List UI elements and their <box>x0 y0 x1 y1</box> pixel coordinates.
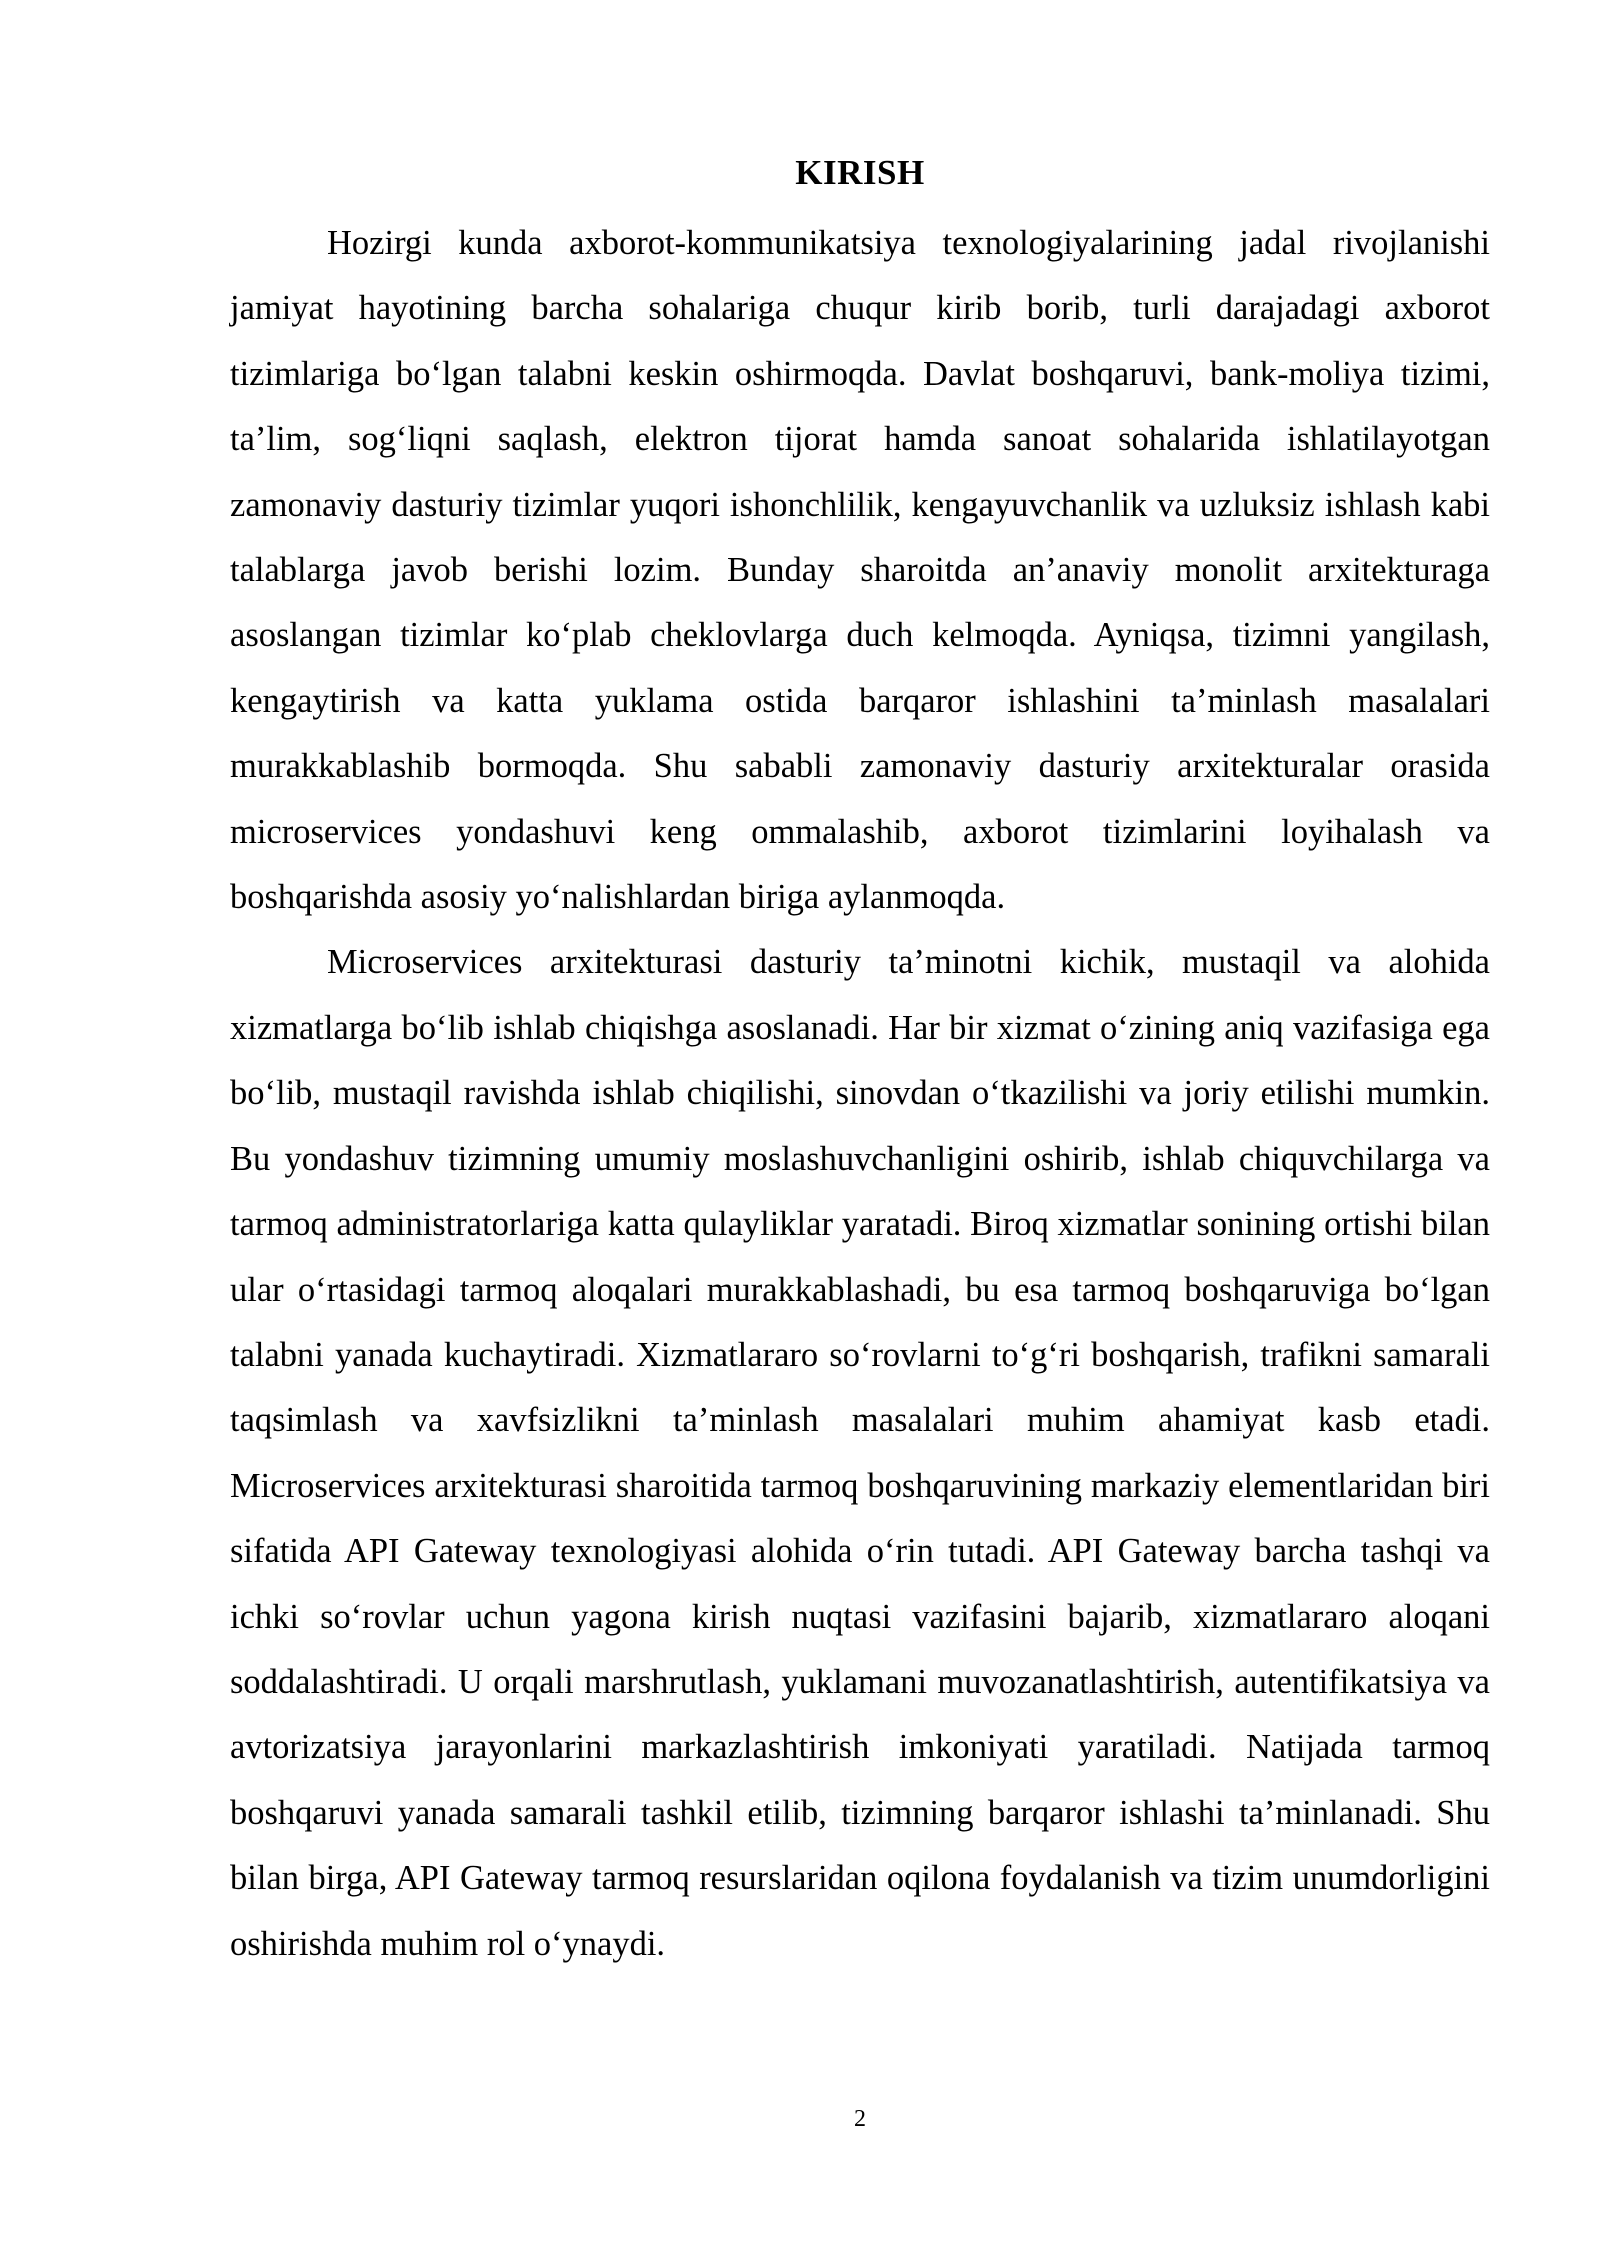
paragraph-1: Hozirgi kunda axborot-kommunikatsiya texnologiyalarining jadal rivojlanishi jamiyat hayotining barcha sohalariga chuqur kirib borib, turli darajadagi axborot tizimlariga bo‘lgan talabni keskin oshirmoqda. Davlat boshqaruvi, bank-moliya tizimi, ta’lim, sog‘liqni saqlash, elektron tijorat hamda sanoat sohalarida ishlatilayotgan zamonaviy dasturiy tizimlar yuqori ishonchlilik, kengayuvchanlik va uzluksiz ishlash kabi talablarga javob berishi lozim. Bunday sharoitda an’anaviy monolit arxitekturaga asoslangan tizimlar ko‘plab cheklovlarga duch kelmoqda. Ayniqsa, tizimni yangilash, kengaytirish va katta yuklama ostida barqaror ishlashini ta’minlash masalalari murakkablashib bormoqda. Shu sababli zamonaviy dasturiy arxitekturalar orasida microservices yondashuvi keng ommalashib, axborot tizimlarini loyihalash va boshqarishda asosiy yo‘nalishlardan biriga aylanmoqda. <box>230 224 1490 917</box>
body-text <box>230 211 1490 1977</box>
page-number: 2 <box>854 2106 866 2132</box>
paragraph-2: Microservices arxitekturasi dasturiy ta’minotni kichik, mustaqil va alohida xizmatlarga bo‘lib ishlab chiqishga asoslanadi. Har bir xizmat o‘zining aniq vazifasiga ega bo‘lib, mustaqil ravishda ishlab chiqilishi, sinovdan o‘tkazilishi va joriy etilishi mumkin. Bu yondashuv tizimning umumiy moslashuvchanligini oshirib, ishlab chiquvchilarga va tarmoq administratorlariga katta qulayliklar yaratadi. Biroq xizmatlar sonining ortishi bilan ular o‘rtasidagi tarmoq aloqalari murakkablashadi, bu esa tarmoq boshqaruviga bo‘lgan talabni yanada kuchaytiradi. Xizmatlararo so‘rovlarni to‘g‘ri boshqarish, trafikni samarali taqsimlash va xavfsizlikni ta’minlash masalalari muhim ahamiyat kasb etadi. Microservices arxitekturasi sharoitida tarmoq boshqaruvining markaziy elementlaridan biri sifatida API Gateway texnologiyasi alohida o‘rin tutadi. API Gateway barcha tashqi va ichki so‘rovlar uchun yagona kirish nuqtasi vazifasini bajarib, xizmatlararo aloqani soddalashtiradi. U orqali marshrutlash, yuklamani muvozanatlashtirish, autentifikatsiya va avtorizatsiya jarayonlarini markazlashtirish imkoniyati yaratiladi. Natijada tarmoq boshqaruvi yanada samarali tashkil etilib, tizimning barqaror ishlashi ta’minlanadi. Shu bilan birga, API Gateway tarmoq resurslaridan oqilona foydalanish va tizim unumdorligini oshirishda muhim rol o‘ynaydi. <box>230 943 1490 1963</box>
section-title: KIRISH <box>795 153 925 192</box>
